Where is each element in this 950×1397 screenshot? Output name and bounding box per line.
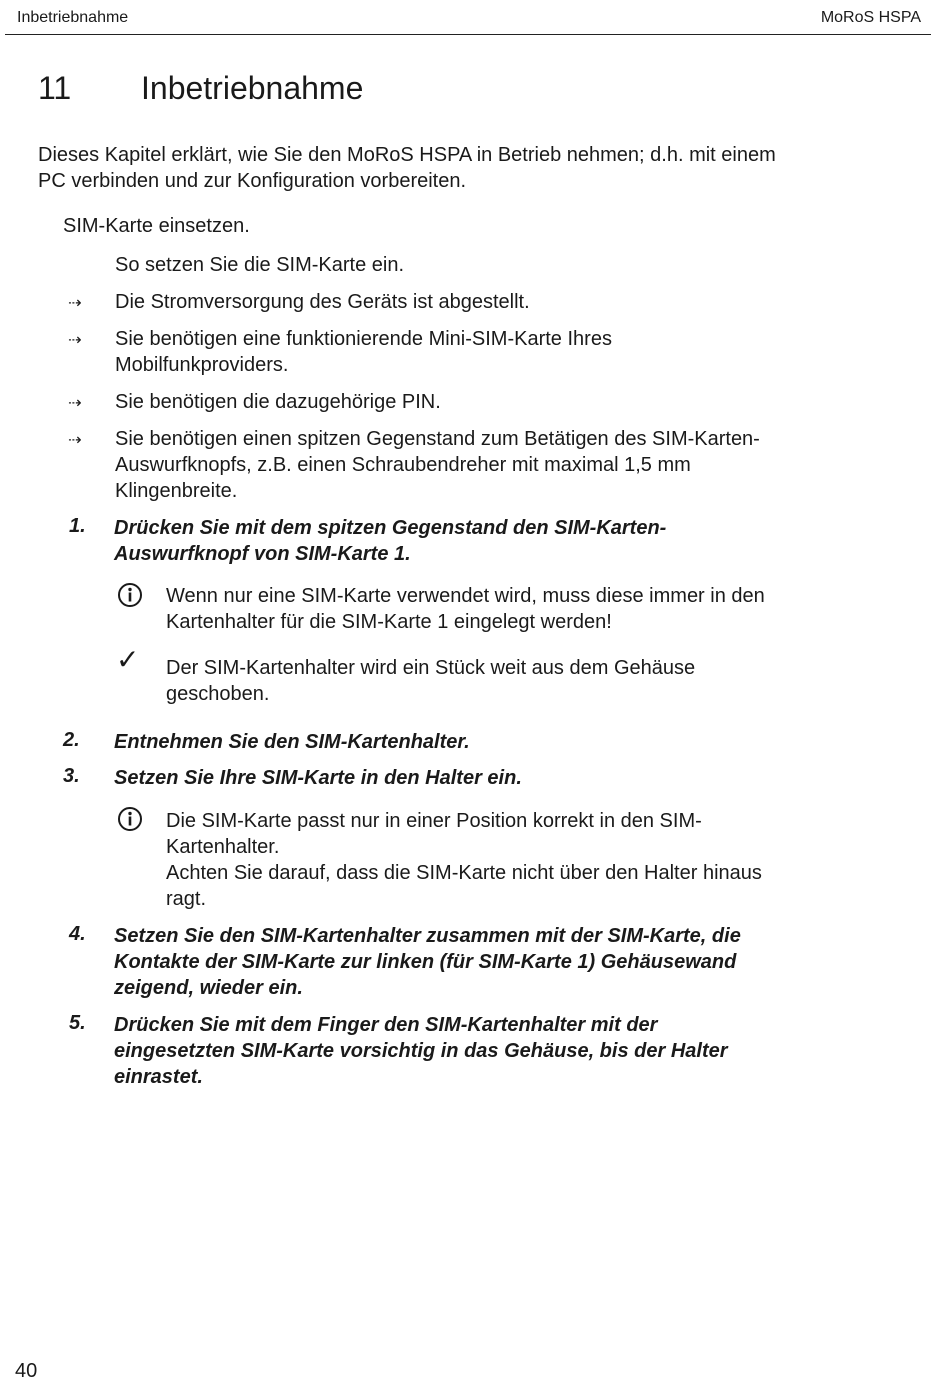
info-note-2-line-2: Kartenhalter. [166,836,280,858]
prerequisite-2-line-1: Sie benötigen eine funktionierende Mini-SIM-Karte Ihres [115,328,612,350]
step-4-number: 4. [69,923,86,945]
prerequisite-4-line-2: Auswurfknopfs, z.B. einen Schraubendreher mit maximal 1,5 mm [115,454,691,476]
info-note-2-line-1: Die SIM-Karte passt nur in einer Position korrekt in den SIM- [166,810,702,832]
step-4-line-3: zeigend, wieder ein. [114,977,303,999]
step-5-line-2: eingesetzten SIM-Karte vorsichtig in das Gehäuse, bis der Halter [114,1040,728,1062]
result-1-line-2: geschoben. [166,683,270,705]
info-note-1-line-2: Kartenhalter für die SIM-Karte 1 eingelegt werden! [166,611,612,633]
intro-line-2: PC verbinden und zur Konfiguration vorbereiten. [38,170,467,192]
step-4-line-1: Setzen Sie den SIM-Kartenhalter zusammen mit der SIM-Karte, die [114,925,741,947]
prerequisite-4-line-3: Klingenbreite. [115,480,238,502]
step-4-line-2: Kontakte der SIM-Karte zur linken (für SIM-Karte 1) Gehäusewand [114,951,737,973]
running-header-chapter: Inbetriebnahme [17,9,129,26]
step-5-line-3: einrastet. [114,1066,203,1088]
section-lead: So setzen Sie die SIM-Karte ein. [115,254,405,276]
prerequisite-1-line-1: Die Stromversorgung des Geräts ist abgestellt. [115,291,530,313]
result-1-line-1: Der SIM-Kartenhalter wird ein Stück weit aus dem Gehäuse [166,657,696,679]
step-5-number: 5. [69,1012,86,1034]
prerequisite-arrow-icon: ⇢ [68,295,82,312]
step-1-line-1: Drücken Sie mit dem spitzen Gegenstand den SIM-Karten- [114,517,667,539]
prerequisite-arrow-icon: ⇢ [68,432,82,449]
chapter-title: Inbetriebnahme [141,70,364,106]
step-2-number: 2. [63,729,80,751]
info-note-2-line-4: ragt. [166,888,207,910]
running-header-product: MoRoS HSPA [820,9,921,26]
step-1-number: 1. [69,515,86,537]
checkmark-icon: ✓ [116,644,140,675]
step-3-line-1: Setzen Sie Ihre SIM-Karte in den Halter ein. [114,767,522,789]
info-note-1-line-1: Wenn nur eine SIM-Karte verwendet wird, muss diese immer in den [166,585,765,607]
prerequisite-3-line-1: Sie benötigen die dazugehörige PIN. [115,391,441,413]
prerequisite-2-line-2: Mobilfunkproviders. [115,354,289,376]
prerequisite-arrow-icon: ⇢ [68,395,82,412]
step-2-line-1: Entnehmen Sie den SIM-Kartenhalter. [114,731,470,753]
prerequisite-4-line-1: Sie benötigen einen spitzen Gegenstand zum Betätigen des SIM-Karten- [115,428,760,450]
info-note-2-line-3: Achten Sie darauf, dass die SIM-Karte nicht über den Halter hinaus [166,862,762,884]
intro-line-1: Dieses Kapitel erklärt, wie Sie den MoRoS HSPA in Betrieb nehmen; d.h. mit einem [38,144,776,166]
running-header [5,0,931,35]
chapter-number: 11 [38,70,72,106]
step-1-line-2: Auswurfknopf von SIM-Karte 1. [114,543,411,565]
step-5-line-1: Drücken Sie mit dem Finger den SIM-Kartenhalter mit der [114,1014,658,1036]
step-3-number: 3. [63,765,80,787]
prerequisite-arrow-icon: ⇢ [68,332,82,349]
section-heading: SIM-Karte einsetzen. [63,215,250,237]
info-icon [117,806,143,832]
page-number: 40 [15,1360,38,1382]
info-icon [117,582,143,608]
